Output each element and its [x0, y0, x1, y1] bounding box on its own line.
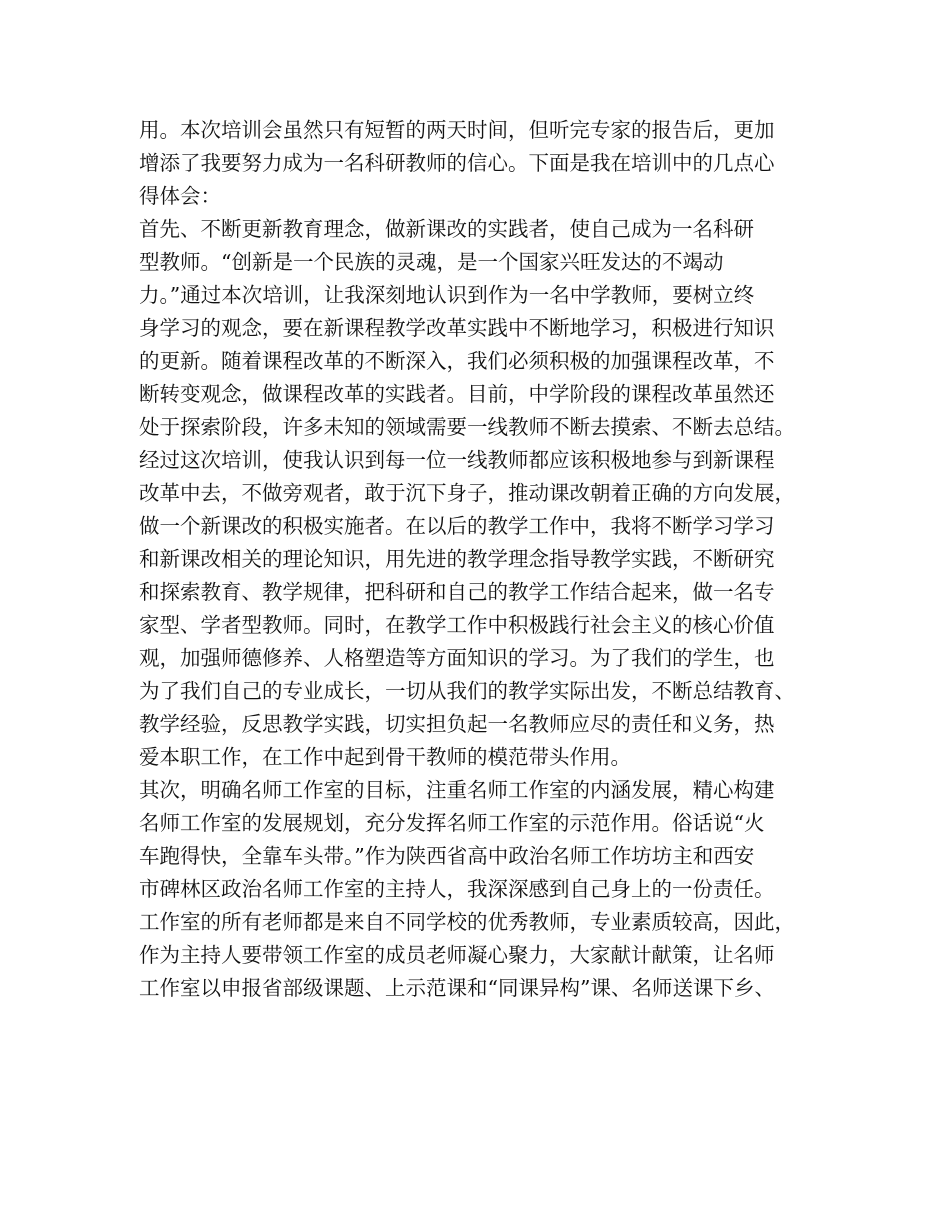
text-line: 经过这次培训，使我认识到每一位一线教师都应该积极地参与到新课程: [139, 448, 775, 472]
text-line: 型教师。“创新是一个民族的灵魂，是一个国家兴旺发达的不竭动: [139, 250, 724, 274]
text-line: 工作室以申报省部级课题、上示范课和“同课异构”课、名师送课下乡、: [139, 976, 775, 1000]
text-line: 其次，明确名师工作室的目标，注重名师工作室的内涵发展，精心构建: [139, 778, 775, 802]
text-line: 的更新。随着课程改革的不断深入，我们必须积极的加强课程改革，不: [139, 349, 775, 373]
text-line: 力。”通过本次培训，让我深刻地认识到作为一名中学教师，要树立终: [139, 283, 755, 307]
text-line: 得体会：: [139, 184, 221, 208]
text-line: 名师工作室的发展规划，充分发挥名师工作室的示范作用。俗话说“火: [139, 811, 765, 835]
text-line: 和新课改相关的理论知识，用先进的教学理念指导教学实践，不断研究: [139, 547, 775, 571]
text-line: 作为主持人要带领工作室的成员老师凝心聚力，大家献计献策，让名师: [139, 943, 775, 967]
text-line: 教学经验，反思教学实践，切实担负起一名教师应尽的责任和义务，热: [139, 712, 775, 736]
text-line: 市碑林区政治名师工作室的主持人，我深深感到自己身上的一份责任。: [139, 877, 775, 901]
text-line: 和探索教育、教学规律，把科研和自己的教学工作结合起来，做一名专: [139, 580, 775, 604]
text-line: 处于探索阶段，许多未知的领域需要一线教师不断去摸索、不断去总结。: [139, 415, 795, 439]
text-line: 断转变观念，做课程改革的实践者。目前，中学阶段的课程改革虽然还: [139, 382, 775, 406]
text-line: 家型、学者型教师。同时，在教学工作中积极践行社会主义的核心价值: [139, 613, 775, 637]
text-line: 首先、不断更新教育理念，做新课改的实践者，使自己成为一名科研: [139, 217, 754, 241]
text-line: 改革中去，不做旁观者，敢于沉下身子，推动课改朝着正确的方向发展，: [139, 481, 795, 505]
text-line: 做一个新课改的积极实施者。在以后的教学工作中，我将不断学习学习: [139, 514, 775, 538]
text-line: 身学习的观念，要在新课程教学改革实践中不断地学习，积极进行知识: [139, 316, 775, 340]
body-text: [139, 114, 829, 1005]
text-line: 车跑得快，全靠车头带。”作为陕西省高中政治名师工作坊坊主和西安: [139, 844, 755, 868]
text-line: 爱本职工作，在工作中起到骨干教师的模范带头作用。: [139, 745, 631, 769]
text-line: 用。本次培训会虽然只有短暂的两天时间，但听完专家的报告后，更加: [139, 118, 775, 142]
text-line: 增添了我要努力成为一名科研教师的信心。下面是我在培训中的几点心: [139, 151, 775, 175]
text-line: 观，加强师德修养、人格塑造等方面知识的学习。为了我们的学生，也: [139, 646, 775, 670]
text-line: 工作室的所有老师都是来自不同学校的优秀教师，专业素质较高，因此，: [139, 910, 795, 934]
text-line: 为了我们自己的专业成长，一切从我们的教学实际出发，不断总结教育、: [139, 679, 795, 703]
